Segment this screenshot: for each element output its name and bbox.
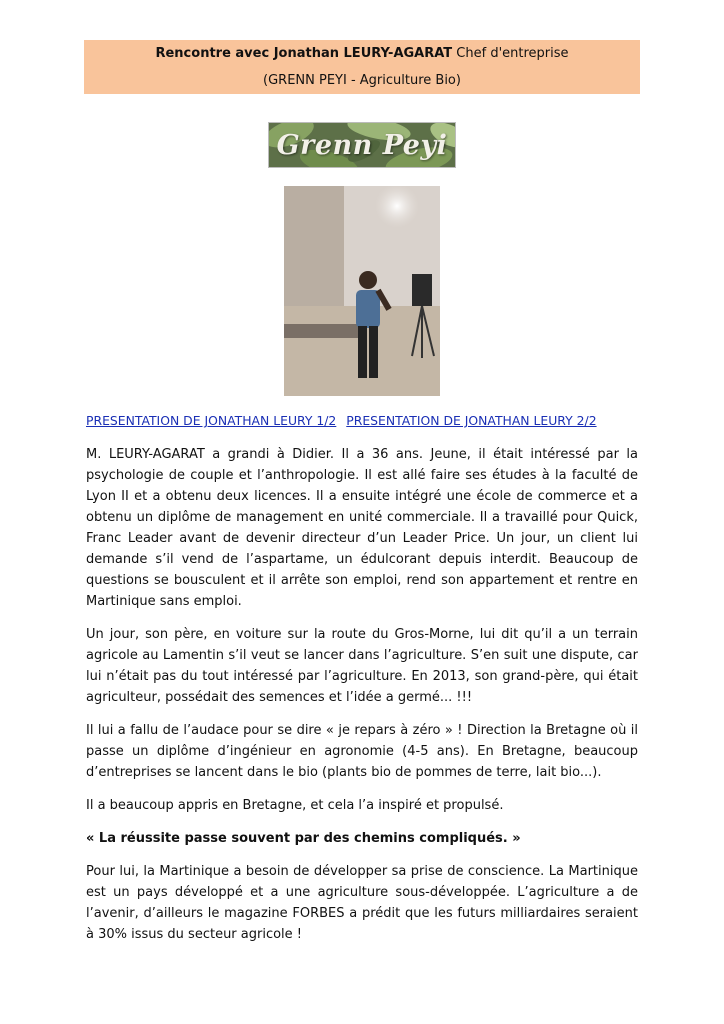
grenn-peyi-logo — [268, 122, 456, 168]
paragraph-biography: M. LEURY-AGARAT a grandi à Didier. Il a 36 ans. Jeune, il était intéressé par la psychologie de couple et l’anthropologie. Il est allé faire ses études à la faculté de Lyon II et a obtenu deux licences. Il a ensuite intégré une école de commerce et a obtenu un diplôme de management en unité commerciale. Il a travaillé pour Quick, Franc Leader avant de devenir directeur d’un Leader Price. Un jour, un client lui demande s’il vend de l’aspartame, un édulcorant depuis interdit. Beaucoup de questions se bousculent et il arrête son emploi, rend son appartement et rentre en Martinique sans emploi. — [86, 447, 638, 609]
title-line — [84, 44, 640, 63]
paragraph-inspiration: Il a beaucoup appris en Bretagne, et cela l’a inspiré et propulsé. — [86, 798, 504, 813]
speaker-photo — [284, 186, 440, 396]
presentation-link-2[interactable]: PRESENTATION DE JONATHAN LEURY 2/2 — [346, 413, 597, 428]
paragraph-bretagne: Il lui a fallu de l’audace pour se dire « je repars à zéro » ! Direction la Bretagne où il passe un diplôme d’ingénieur en agronomie (4-5 ans). En Bretagne, beaucoup d’entreprises se lancent dans le bio (plants bio de pommes de terre, lait bio...). — [86, 723, 638, 780]
presentation-links — [86, 413, 646, 428]
article-body — [86, 444, 638, 957]
interviewee-name: Rencontre avec Jonathan LEURY-AGARAT — [155, 46, 453, 61]
title-banner — [84, 40, 640, 94]
paragraph-father-terrain: Un jour, son père, en voiture sur la route du Gros-Morne, lui dit qu’il a un terrain agricole au Lamentin s’il veut se lancer dans l’agriculture. S’en suit une dispute, car lui n’était pas du tout intéressé par l’agriculture. En 2013, son grand-père, qui était agriculteur, possédait des semences et l’idée a germé... !!! — [86, 627, 638, 705]
company-line: (GRENN PEYI - Agriculture Bio) — [263, 73, 461, 88]
paragraph-martinique: Pour lui, la Martinique a besoin de développer sa prise de conscience. La Martinique est un pays développé et a une agriculture sous-développée. L’agriculture a de l’avenir, d’ailleurs le magazine FORBES a prédit que les futurs milliardaires seraient à 30% issus du secteur agricole ! — [86, 864, 638, 942]
quote: « La réussite passe souvent par des chemins compliqués. » — [86, 831, 521, 846]
interviewee-role: Chef d'entreprise — [452, 46, 569, 61]
logo-text: Grenn Peyi — [276, 129, 448, 161]
presentation-link-1[interactable]: PRESENTATION DE JONATHAN LEURY 1/2 — [86, 413, 337, 428]
